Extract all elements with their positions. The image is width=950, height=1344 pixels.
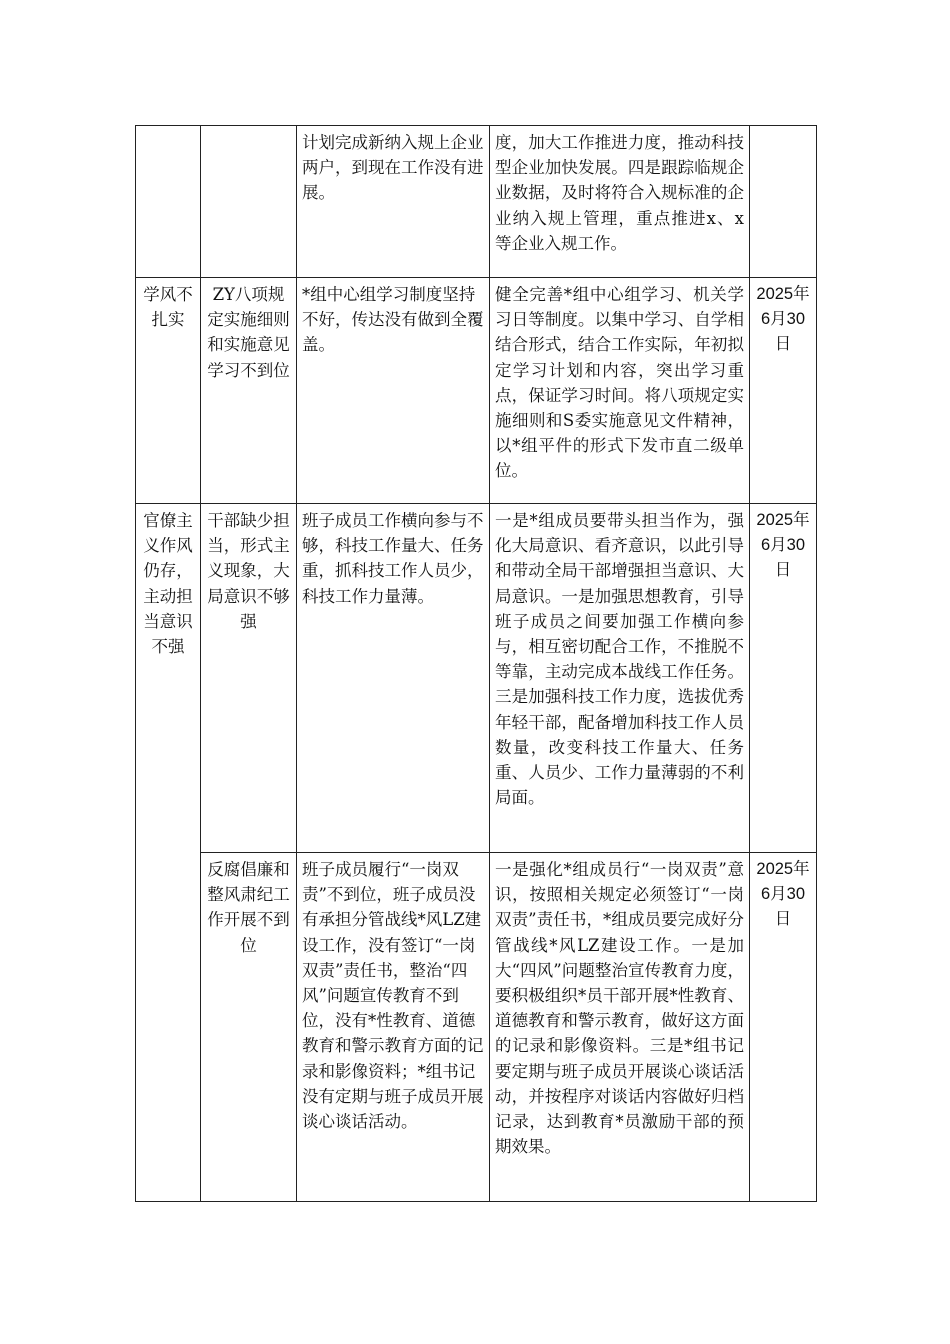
- table-row: [136, 126, 817, 278]
- problem-cell: *组中心组学习制度坚持不好，传达没有做到全覆盖。: [297, 278, 490, 504]
- problem-cell: 计划完成新纳入规上企业两户，到现在工作没有进展。: [297, 126, 490, 278]
- rectification-table: [135, 125, 817, 1202]
- table-row: [136, 504, 817, 853]
- table-row: [136, 278, 817, 504]
- problem-cell: 班子成员履行“一岗双责”不到位，班子成员没有承担分管战线*风LZ建设工作，没有签订“一岗双责”责任书，整治“四风”问题宣传教育不到位，没有*性教育、道德教育和警示教育方面的记录和影像资料；*组书记没有定期与班子成员开展谈心谈话活动。: [297, 853, 490, 1202]
- deadline-cell: [750, 126, 817, 278]
- measure-cell: 一是强化*组成员行“一岗双责”意识，按照相关规定必须签订“一岗双责”责任书，*组成员要完成好分管战线*风LZ建设工作。一是加大“四风”问题整治宣传教育力度，要积极组织*员干部开展*性教育、道德教育和警示教育，做好这方面的记录和影像资料。三是*组书记要定期与班子成员开展谈心谈话活动，并按程序对谈话内容做好归档记录，达到教育*员激励干部的预期效果。: [490, 853, 750, 1202]
- deadline-cell: 2025年6月30日: [750, 853, 817, 1202]
- category-cell: 学风不扎实: [136, 278, 201, 504]
- issue-cell: ZY八项规定实施细则和实施意见学习不到位: [201, 278, 297, 504]
- measure-cell: 度，加大工作推进力度，推动科技型企业加快发展。四是跟踪临规企业数据，及时将符合入规标准的企业纳入规上管理，重点推进x、x等企业入规工作。: [490, 126, 750, 278]
- measure-cell: 健全完善*组中心组学习、机关学习日等制度。以集中学习、自学相结合形式，结合工作实际，年初拟定学习计划和内容，突出学习重点，保证学习时间。将八项规定实施细则和S委实施意见文件精神，以*组平件的形式下发市直二级单位。: [490, 278, 750, 504]
- table-row: [136, 853, 817, 1202]
- deadline-cell: 2025年6月30日: [750, 504, 817, 853]
- category-cell: 官僚主义作风仍存，主动担当意识不强: [136, 504, 201, 1202]
- issue-cell: [201, 126, 297, 278]
- category-cell: [136, 126, 201, 278]
- problem-cell: 班子成员工作横向参与不够，科技工作量大、任务重，抓科技工作人员少，科技工作力量薄。: [297, 504, 490, 853]
- issue-cell: 反腐倡廉和整风肃纪工作开展不到位: [201, 853, 297, 1202]
- measure-cell: 一是*组成员要带头担当作为，强化大局意识、看齐意识，以此引导和带动全局干部增强担当意识、大局意识。一是加强思想教育，引导班子成员之间要加强工作横向参与，相互密切配合工作，不推脱不等靠，主动完成本战线工作任务。三是加强科技工作力度，选拔优秀年轻干部，配备增加科技工作人员数量，改变科技工作量大、任务重、人员少、工作力量薄弱的不利局面。: [490, 504, 750, 853]
- deadline-cell: 2025年6月30日: [750, 278, 817, 504]
- issue-cell: 干部缺少担当，形式主义现象，大局意识不够强: [201, 504, 297, 853]
